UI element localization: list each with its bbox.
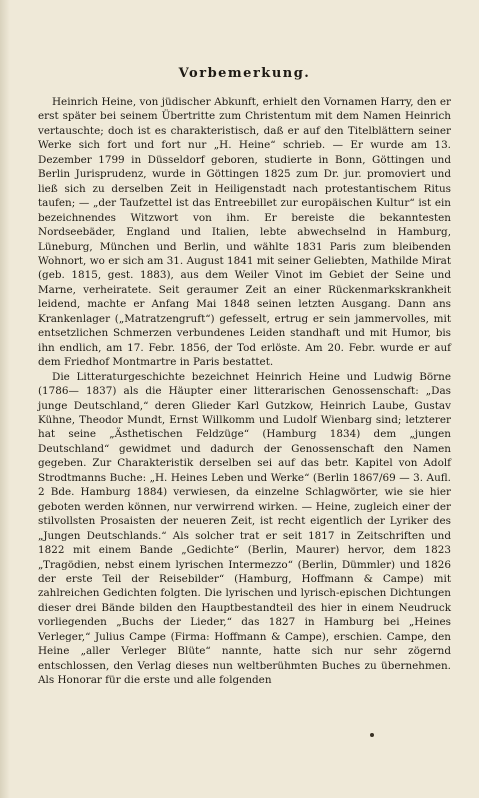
page-heading: Vorbemerkung. xyxy=(178,66,311,81)
paragraph-literary-history: Die Litteraturgeschichte bezeichnet Heinrich Heine und Ludwig Börne (1786— 1837) als die Häupter einer litterarischen Genossenschaft: „Das junge Deutschland,“ deren Glieder Karl Gutzkow, Heinrich Laube, Gustav Kühne, Theodor Mundt, Ernst Willkomm und Ludolf Wienbarg sind; letzterer hat seine „Ästhetischen Feldzüge“ (Hamburg 1834) dem „jungen Deutschland“ gewidmet und dadurch der Genossenschaft den Namen gegeben. Zur Charakteristik derselben sei auf das betr. Kapitel von Adolf Strodtmanns Buche: „H. Heines Leben und Werke“ (Berlin 1867/69 — 3. Aufl. 2 Bde. Hamburg 1884) verwiesen, da einzelne Schlagwörter, wie sie hier geboten werden können, nur verwirrend wirken. — Heine, zugleich einer der stilvollsten Prosaisten der neueren Zeit, ist recht eigentlich der Lyriker des „Jungen Deutschlands.“ Als solcher trat er seit 1817 in Zeitschriften und 1822 mit einem Bande „Gedichte“ (Berlin, Maurer) hervor, dem 1823 „Tragödien, nebst einem lyrischen Intermezzo“ (Berlin, Dümmler) und 1826 der erste Teil der Reisebilder“ (Hamburg, Hoffmann & Campe) mit zahlreichen Gedichten folgten. Die lyrischen und lyrisch-epischen Dichtungen dieser drei Bände bilden den Hauptbestandteil des hier in einem Neudruck vorliegenden „Buchs der Lieder,“ das 1827 in Hamburg bei „Heines Verleger,“ Julius Campe (Firma: Hoffmann & Campe), erschien. Campe, den Heine „aller Verleger Blüte“ nannte, hatte sich nur sehr zögernd entschlossen, den Verlag dieses nun weltberühmten Buches zu übernehmen. Als Honorar für die erste und alle folgenden xyxy=(38,370,451,687)
paragraph-biography: Heinrich Heine, von jüdischer Abkunft, erhielt den Vornamen Harry, den er erst später bei seinem Übertritte zum Christentum mit dem Namen Heinrich vertauschte; doch ist es charakteristisch, daß er auf den Titelblättern seiner Werke sich fort und fort nur „H. Heine“ schrieb. — Er wurde am 13. Dezember 1799 in Düsseldorf geboren, studierte in Bonn, Göttingen und Berlin Jurisprudenz, wurde in Göttingen 1825 zum Dr. jur. promoviert und ließ sich zu derselben Zeit in Heiligenstadt nach protestantischem Ritus taufen; — „der Taufzettel ist das Entreebillet zur europäischen Kultur“ ist ein bezeichnendes Witzwort von ihm. Er bereiste die bekanntesten Nordseebäder, England und Italien, lebte abwechselnd in Hamburg, Lüneburg, München und Berlin, und wählte 1831 Paris zum bleibenden Wohnort, wo er sich am 31. August 1841 mit seiner Geliebten, Mathilde Mirat (geb. 1815, gest. 1883), aus dem Weiler Vinot im Gebiet der Seine und Marne, verheiratete. Seit geraumer Zeit an einer Rückenmarkskrankheit leidend, machte er Anfang Mai 1848 seinen letzten Ausgang. Dann ans Krankenlager („Matratzengruft“) gefesselt, ertrug er sein jammervolles, mit entsetzlichen Schmerzen verbundenes Leiden standhaft und mit Humor, bis ihn endlich, am 17. Febr. 1856, der Tod erlöste. Am 20. Febr. wurde er auf dem Friedhof Montmartre in Paris bestattet. xyxy=(38,96,451,369)
page-dot-mark xyxy=(370,733,374,737)
